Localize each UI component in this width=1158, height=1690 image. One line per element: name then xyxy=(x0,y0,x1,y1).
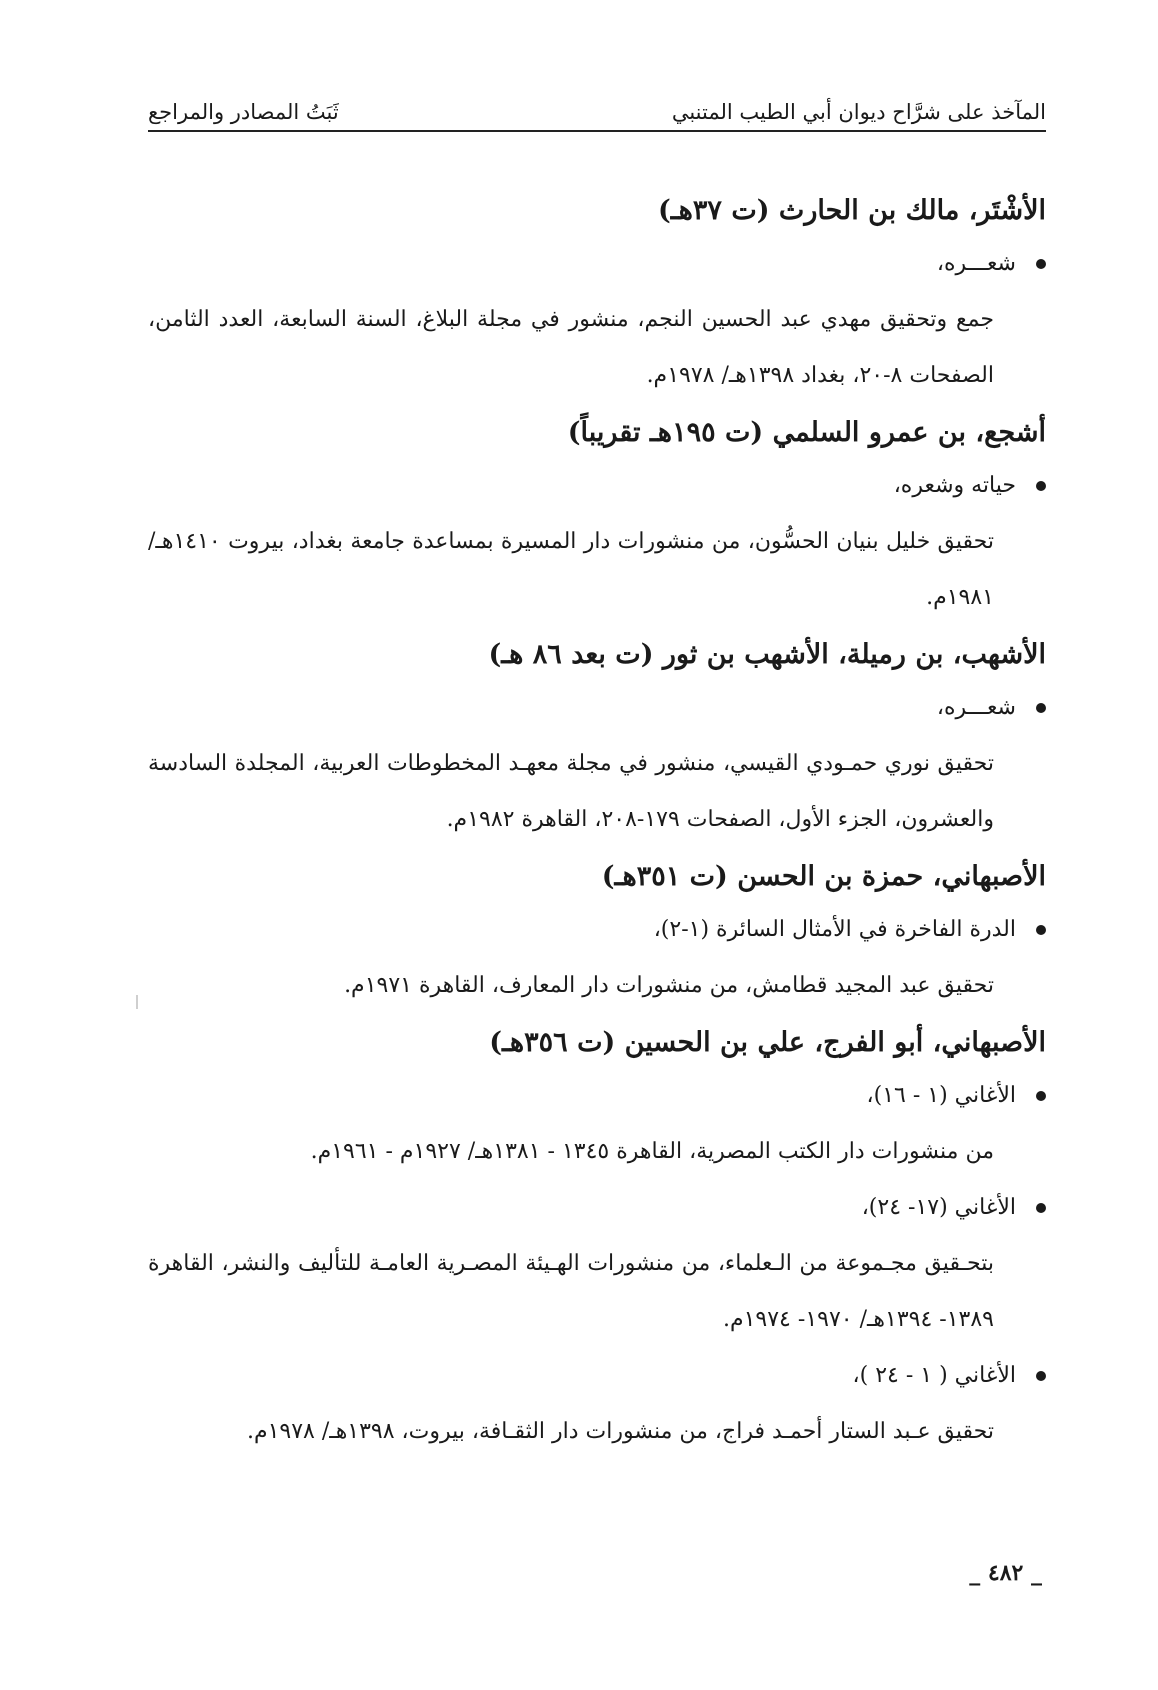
work-description: من منشورات دار الكتب المصرية، القاهرة ١٣٤٥ - ١٣٨١هـ/ ١٩٢٧م - ١٩٦١م. xyxy=(310,1139,994,1164)
book-title: المآخذ على شرَّاح ديوان أبي الطيب المتنبي xyxy=(671,100,1046,124)
bullet-icon xyxy=(1036,703,1046,713)
section-title: ثَبَتُ المصادر والمراجع xyxy=(148,100,339,124)
work-title: الدرة الفاخرة في الأمثال السائرة (١-٢)، xyxy=(148,902,1046,958)
work-description: بتحـقيق مجـموعة من الـعلماء، من منشورات الهـيئة المصـرية العامـة للتأليف والنشر، القاهرة ١٣٨٩- ١٣٩٤هـ/ ١٩٧٠- ١٩٧٤م. xyxy=(148,1251,994,1332)
bullet-icon xyxy=(1036,1203,1046,1213)
bullet-icon xyxy=(1036,259,1046,269)
work-title: شعـــره، xyxy=(148,680,1046,736)
author-heading: الأصبهاني، حمزة بن الحسن (ت ٣٥١هـ) xyxy=(601,861,1046,892)
bullet-icon xyxy=(1036,1371,1046,1381)
bibliography-entry xyxy=(148,852,1046,1014)
bibliography-entry xyxy=(148,1018,1046,1460)
author-heading: الأصبهاني، أبو الفرج، علي بن الحسين (ت ٣٥٦هـ) xyxy=(489,1027,1046,1058)
work-title: الأغاني ( ١ - ٢٤ )، xyxy=(148,1348,1046,1404)
work-title: الأغاني (١٧- ٢٤)، xyxy=(148,1180,1046,1236)
work-description: تحقيق عـبد الستار أحمـد فراج، من منشورات دار الثقـافة، بيروت، ١٣٩٨هـ/ ١٩٧٨م. xyxy=(246,1419,994,1444)
bibliography-entry xyxy=(148,630,1046,848)
work-title: الأغاني (١ - ١٦)، xyxy=(148,1068,1046,1124)
page-number: _ ٤٨٢ _ xyxy=(969,1560,1042,1586)
work-description: تحقيق خليل بنيان الحسُّون، من منشورات دار المسيرة بمساعدة جامعة بغداد، بيروت ١٤١٠هـ/ ١٩٨١م. xyxy=(148,529,994,610)
bibliography-list xyxy=(148,182,1046,1460)
bibliography-entry xyxy=(148,186,1046,404)
work-description: تحقيق عبد المجيد قطامش، من منشورات دار المعارف، القاهرة ١٩٧١م. xyxy=(344,973,994,998)
author-heading: الأشْتَر، مالك بن الحارث (ت ٣٧هـ) xyxy=(657,195,1046,226)
margin-mark xyxy=(136,995,138,1009)
bibliography-entry xyxy=(148,408,1046,626)
work-title: شعـــره، xyxy=(148,236,1046,292)
work-description: تحقيق نوري حمـودي القيسي، منشور في مجلة معهـد المخطوطات العربية، المجلدة السادسة والعشرون، الجزء الأول، الصفحات ١٧٩-٢٠٨، القاهرة ١٩٨٢م. xyxy=(148,751,994,832)
work-description: جمع وتحقيق مهدي عبد الحسين النجم، منشور في مجلة البلاغ، السنة السابعة، العدد الثامن، الصفحات ٨-٢٠، بغداد ١٣٩٨هـ/ ١٩٧٨م. xyxy=(148,307,994,388)
author-heading: أشجع، بن عمرو السلمي (ت ١٩٥هـ تقريباً) xyxy=(567,417,1046,448)
author-heading: الأشهب، بن رميلة، الأشهب بن ثور (ت بعد ٨٦ هـ) xyxy=(488,639,1046,670)
running-header xyxy=(148,92,1046,132)
work-title: حياته وشعره، xyxy=(148,458,1046,514)
bullet-icon xyxy=(1036,1091,1046,1101)
bullet-icon xyxy=(1036,481,1046,491)
bullet-icon xyxy=(1036,925,1046,935)
